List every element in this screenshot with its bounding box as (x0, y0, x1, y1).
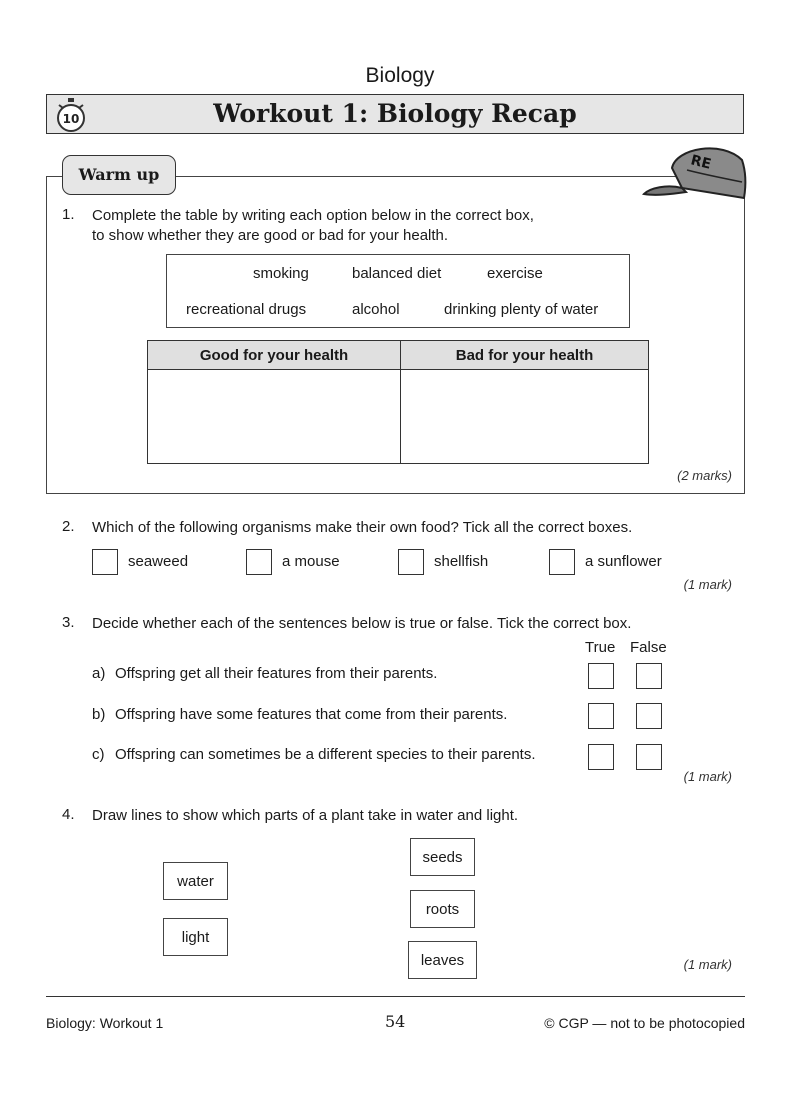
option-item: balanced diet (352, 265, 442, 282)
q3-text: Decide whether each of the sentences below is true or false. Tick the correct box. (92, 615, 632, 632)
title-bar (46, 94, 744, 134)
box-light[interactable]: light (163, 918, 228, 956)
stopwatch-icon (55, 97, 87, 133)
table-header-bad: Bad for your health (401, 341, 649, 370)
option-label: a mouse (282, 553, 340, 570)
item-label: c) (92, 746, 105, 763)
footer-copyright: © CGP — not to be photocopied (544, 1015, 745, 1031)
tick-box-mouse[interactable] (246, 549, 272, 575)
health-table (147, 340, 649, 464)
tick-box-sunflower[interactable] (549, 549, 575, 575)
tick-box-shellfish[interactable] (398, 549, 424, 575)
option-item: recreational drugs (186, 301, 307, 318)
q3-marks: (1 mark) (683, 769, 732, 784)
false-box-b[interactable] (636, 703, 662, 729)
option-label: seaweed (128, 553, 189, 570)
box-roots[interactable]: roots (410, 890, 475, 928)
box-water[interactable]: water (163, 862, 228, 900)
item-label: a) (92, 665, 106, 682)
subject-heading: Biology (365, 64, 435, 87)
option-label: a sunflower (585, 553, 662, 570)
q4-marks: (1 mark) (683, 957, 732, 972)
item-text: Offspring can sometimes be a different species to their parents. (115, 746, 536, 763)
cap-text: RE (689, 152, 713, 173)
q1-marks: (2 marks) (677, 468, 732, 483)
option-item: alcohol (352, 301, 400, 318)
page-number: 54 (385, 1012, 406, 1031)
true-box-a[interactable] (588, 663, 614, 689)
box-leaves[interactable]: leaves (408, 941, 477, 979)
q2-number: 2. (62, 518, 75, 535)
true-box-b[interactable] (588, 703, 614, 729)
footer-left: Biology: Workout 1 (46, 1015, 164, 1031)
option-item: smoking (253, 265, 309, 282)
q4-text: Draw lines to show which parts of a plant take in water and light. (92, 807, 519, 824)
true-box-c[interactable] (588, 744, 614, 770)
options-box (166, 254, 630, 328)
cap-icon (642, 138, 752, 204)
q1-number: 1. (62, 206, 75, 223)
good-answer-cell[interactable] (148, 370, 401, 464)
item-text: Offspring get all their features from their parents. (115, 665, 438, 682)
bad-answer-cell[interactable] (401, 370, 649, 464)
option-label: shellfish (434, 553, 489, 570)
tick-box-seaweed[interactable] (92, 549, 118, 575)
page-title: Workout 1: Biology Recap (213, 99, 577, 128)
option-item: drinking plenty of water (444, 301, 599, 318)
option-item: exercise (487, 265, 543, 282)
col-true-label: True (585, 639, 616, 656)
warmup-label: Warm up (62, 155, 176, 195)
q3-number: 3. (62, 614, 75, 631)
table-header-good: Good for your health (148, 341, 401, 370)
footer-divider (46, 996, 745, 997)
q2-marks: (1 mark) (683, 577, 732, 592)
item-label: b) (92, 706, 106, 723)
item-text: Offspring have some features that come from their parents. (115, 706, 508, 723)
col-false-label: False (630, 639, 667, 656)
q2-text: Which of the following organisms make their own food? Tick all the correct boxes. (92, 519, 633, 536)
q1-line1: Complete the table by writing each option below in the correct box, (92, 207, 534, 224)
false-box-a[interactable] (636, 663, 662, 689)
timer-minutes: 10 (62, 112, 80, 126)
box-seeds[interactable]: seeds (410, 838, 475, 876)
false-box-c[interactable] (636, 744, 662, 770)
q1-line2: to show whether they are good or bad for your health. (92, 227, 449, 244)
q4-number: 4. (62, 806, 75, 823)
